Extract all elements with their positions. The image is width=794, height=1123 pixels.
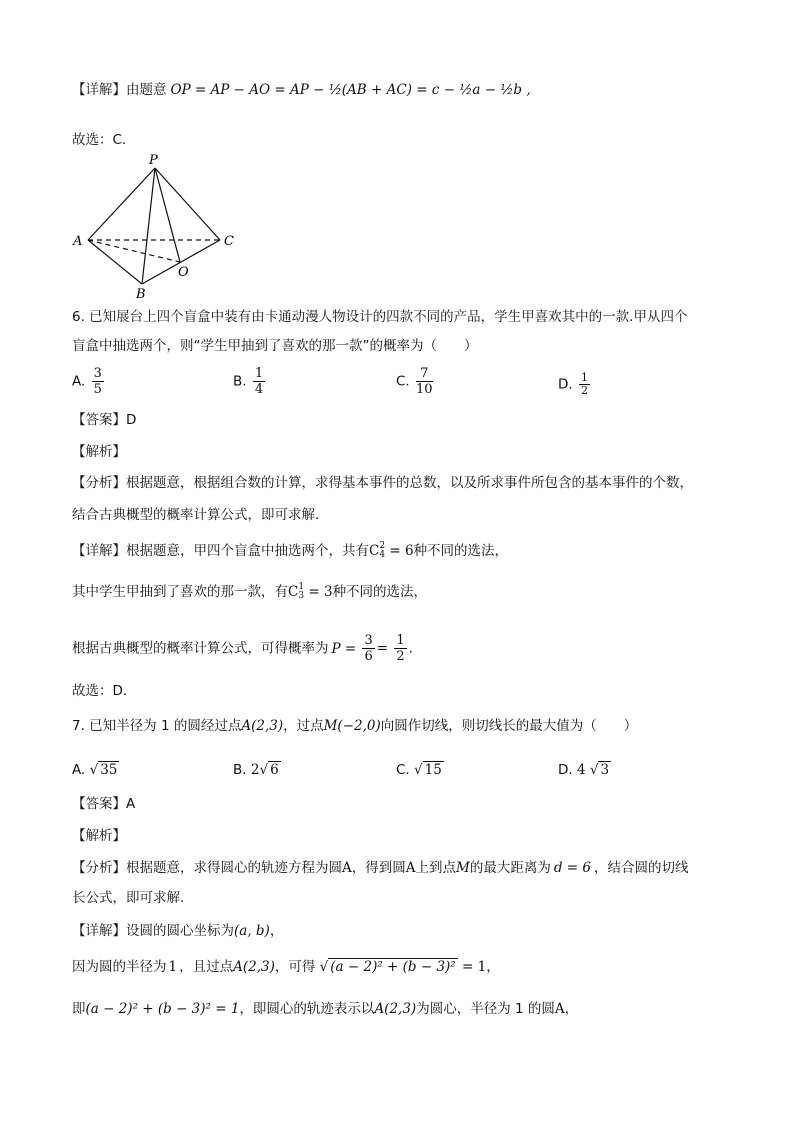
- q7-detail-line2: 因为圆的半径为 1 ，且过点A(2,3)，可得 √ (a − 2)² + (b − 3)² = 1，: [72, 959, 500, 975]
- q7-analysis-tag: 【解析】: [72, 828, 126, 844]
- vector-expression: OP = AP − AO = AP − ½(AB + AC) = c − ½a − ½b ,: [170, 82, 531, 98]
- q7-detail-line1: 【详解】设圆的圆心坐标为(a, b)，: [72, 923, 284, 939]
- q6-analysis-line1: 【分析】根据题意，根据组合数的计算，求得基本事件的总数，以及所求事件所包含的基本事件的个数，: [72, 475, 693, 491]
- q7-stem: 7. 已知半径为 1 的圆经过点A(2,3)，过点M(−2,0)向圆作切线，则切线长的最大值为（ ）: [72, 718, 638, 734]
- q6-detail-line2: 其中学生甲抽到了喜欢的那一款，有C 1 3 = 3种不同的选法，: [72, 582, 428, 601]
- label-o: O: [178, 265, 189, 280]
- q6-analysis-line2: 结合古典概型的概率计算公式，即可求解.: [72, 507, 320, 523]
- edge-pb: [142, 168, 155, 284]
- q7-analysis-line1: 【分析】根据题意，求得圆心的轨迹方程为圆A，得到圆A上到点M的最大距离为 d = 6 ，结合圆的切线: [72, 860, 689, 876]
- q6-answer: 【答案】D: [72, 412, 137, 428]
- q7-detail-line3: 即(a − 2)² + (b − 3)² = 1，即圆心的轨迹表示以A(2,3)为圆心，半径为 1 的圆A，: [72, 1001, 579, 1017]
- q7-option-d: D. 4 √ 3: [558, 762, 610, 778]
- q7-answer: 【答案】A: [72, 796, 136, 812]
- q6-choose: 故选：D.: [72, 683, 128, 699]
- q6-stem-line2: 盲盒中抽选两个，则“学生甲抽到了喜欢的那一款”的概率为（ ）: [72, 338, 478, 354]
- pyramid-figure: [70, 152, 240, 302]
- edge-pa: [88, 168, 155, 240]
- q6-analysis-tag: 【解析】: [72, 444, 126, 460]
- sec5-choose: 故选：C.: [72, 132, 127, 148]
- q6-option-b: B. $\frac{1}{4}$: [233, 366, 264, 397]
- q6-detail-line3: 根据古典概型的概率计算公式，可得概率为 P = $\frac{3}{6}$ = $\frac{1}{2}$ .: [72, 633, 413, 664]
- q6-option-d: D. $\frac{1}{2}$: [558, 371, 588, 397]
- detail-tag: 【详解】: [72, 82, 126, 98]
- q7-analysis-line2: 长公式，即可求解.: [72, 890, 185, 906]
- label-b: B: [136, 287, 146, 302]
- q6-stem-line1: 6. 已知展台上四个盲盒中装有由卡通动漫人物设计的四款不同的产品，学生甲喜欢其中的一款.甲从四个: [72, 309, 688, 325]
- q7-option-a: A. √ 35: [72, 762, 118, 778]
- label-a: A: [73, 234, 83, 249]
- q6-option-c: C. $\frac{7}{10}$: [396, 366, 433, 397]
- q6-option-a: A. $\frac{3}{5}$: [72, 366, 102, 397]
- sec5-detail-line: [72, 80, 531, 100]
- detail-prefix: 由题意: [126, 82, 167, 98]
- q7-option-c: C. √ 15: [396, 762, 442, 778]
- q6-detail-line1: 【详解】根据题意，甲四个盲盒中抽选两个，共有C 2 4 = 6种不同的选法，: [72, 541, 509, 560]
- label-p: P: [149, 153, 158, 168]
- q7-option-b: B. 2√ 6: [233, 762, 279, 778]
- label-c: C: [224, 234, 234, 249]
